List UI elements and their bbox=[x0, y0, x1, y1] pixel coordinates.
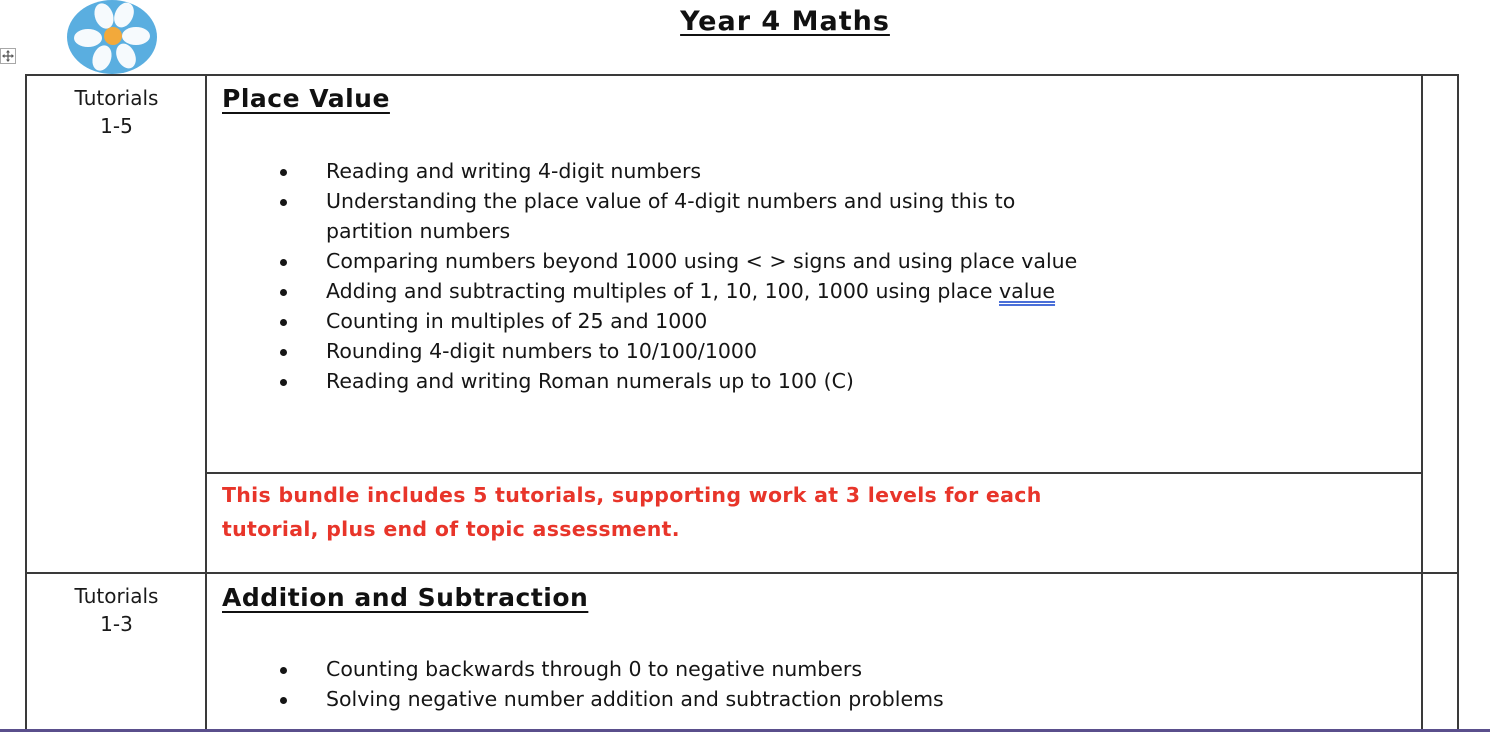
bullet-icon bbox=[280, 349, 287, 356]
list-item: Adding and subtracting multiples of 1, 10, 100, 1000 using place value bbox=[270, 276, 1370, 306]
table-move-handle[interactable] bbox=[0, 48, 16, 64]
bullet-icon bbox=[280, 169, 287, 176]
bullet-icon bbox=[280, 289, 287, 296]
title-text: Year 4 Maths bbox=[680, 6, 890, 37]
tutorials-range: 1-3 bbox=[100, 612, 133, 636]
bullet-icon bbox=[280, 319, 287, 326]
page-title bbox=[0, 6, 1490, 37]
tutorials-cell bbox=[27, 84, 206, 140]
list-item: Reading and writing 4-digit numbers bbox=[270, 156, 1370, 186]
list-item: Counting backwards through 0 to negative numbers bbox=[270, 654, 1370, 684]
row-divider bbox=[25, 572, 1459, 574]
move-arrows-icon bbox=[2, 50, 14, 62]
bullet-icon bbox=[280, 259, 287, 266]
tutorials-label: Tutorials bbox=[74, 86, 159, 110]
tutorials-label: Tutorials bbox=[74, 584, 159, 608]
bullet-icon bbox=[280, 697, 287, 704]
place-value-bullet-list bbox=[270, 156, 1370, 396]
list-item: Solving negative number addition and subtraction problems bbox=[270, 684, 1370, 714]
bullet-icon bbox=[280, 199, 287, 206]
section-title-place-value: Place Value bbox=[222, 84, 390, 113]
addition-subtraction-bullet-list bbox=[270, 654, 1370, 714]
table-right-border bbox=[1457, 74, 1459, 729]
column-divider-2 bbox=[1421, 74, 1423, 729]
grammar-flagged-word[interactable]: value bbox=[999, 279, 1056, 303]
tutorials-range: 1-5 bbox=[100, 114, 133, 138]
bullet-icon bbox=[280, 379, 287, 386]
bundle-note-line-1: This bundle includes 5 tutorials, supporting work at 3 levels for each bbox=[222, 483, 1042, 507]
section-title-addition-subtraction: Addition and Subtraction bbox=[222, 583, 589, 612]
bundle-note-line-2: tutorial, plus end of topic assessment. bbox=[222, 517, 680, 541]
bullet-icon bbox=[280, 667, 287, 674]
list-item: Reading and writing Roman numerals up to 100 (C) bbox=[270, 366, 1370, 396]
list-item: Comparing numbers beyond 1000 using < > signs and using place value bbox=[270, 246, 1370, 276]
table-top-border bbox=[25, 74, 1459, 76]
row1-inner-divider bbox=[205, 472, 1423, 474]
tutorials-cell bbox=[27, 582, 206, 638]
list-item: Understanding the place value of 4-digit numbers and using this to partition numbers bbox=[270, 186, 1370, 246]
bundle-note bbox=[222, 478, 1382, 546]
list-item: Rounding 4-digit numbers to 10/100/1000 bbox=[270, 336, 1370, 366]
list-item: Counting in multiples of 25 and 1000 bbox=[270, 306, 1370, 336]
